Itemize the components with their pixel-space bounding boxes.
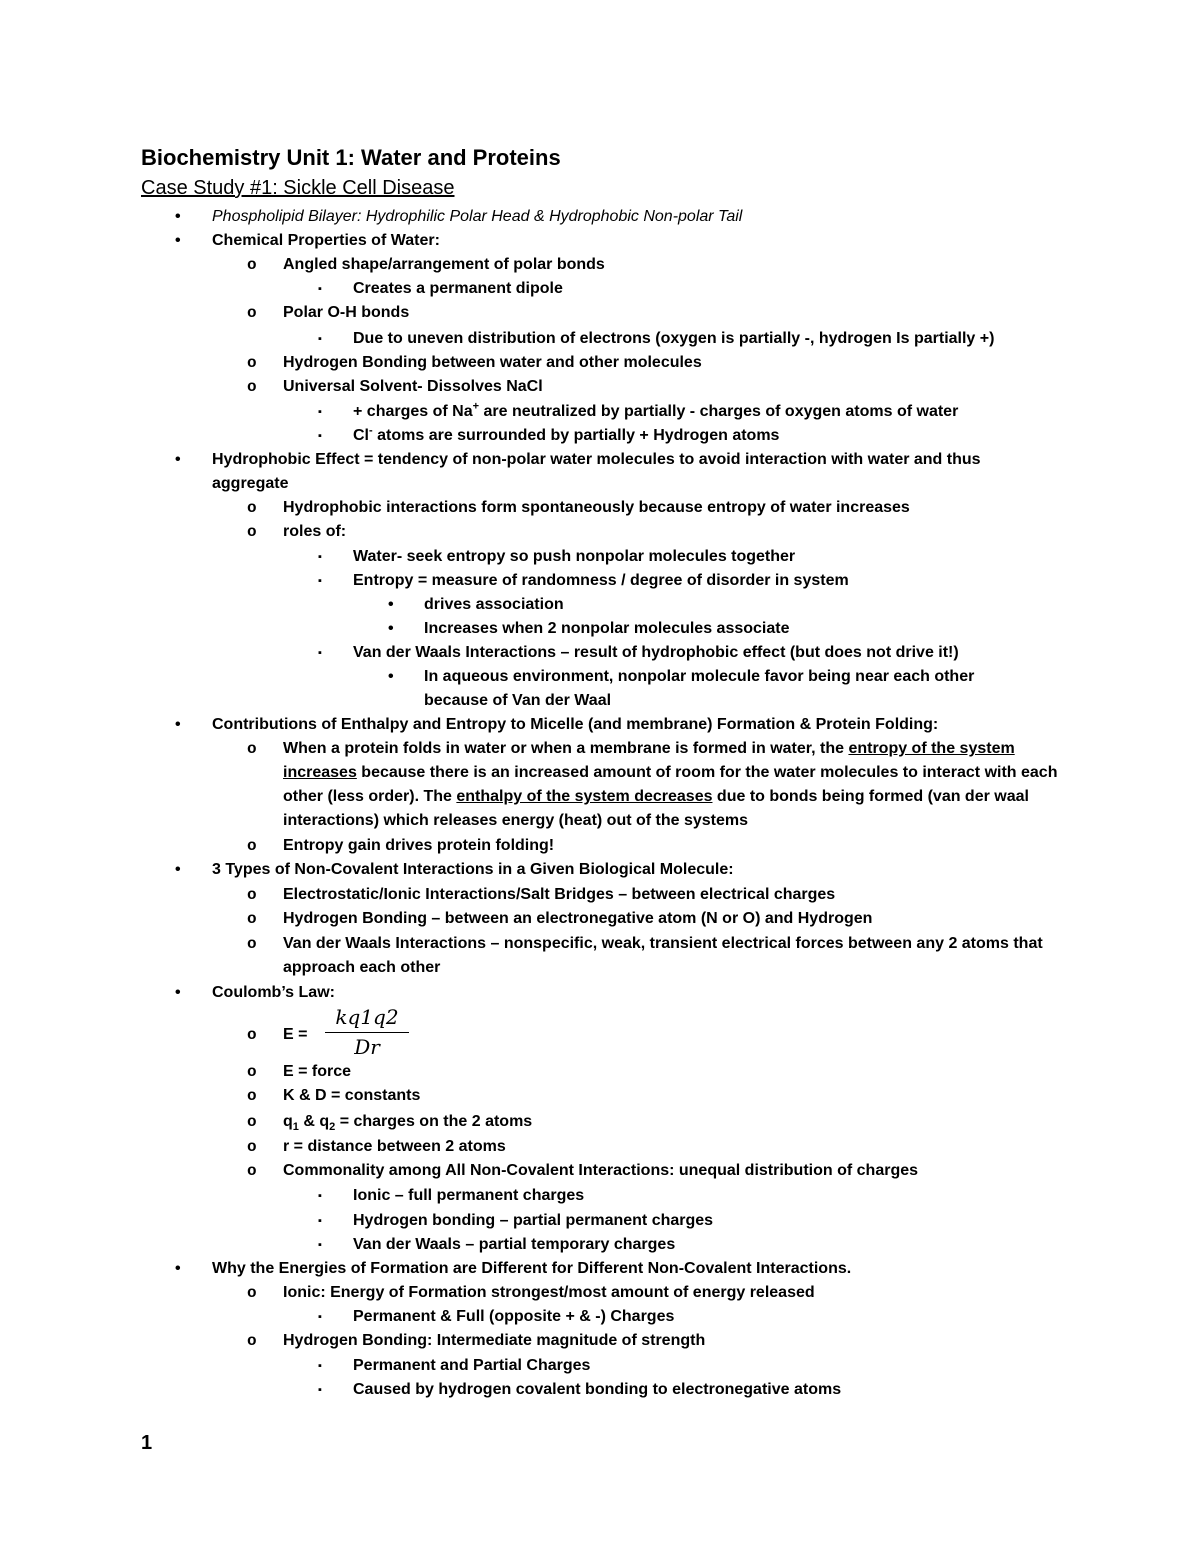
- text-run: Cl: [353, 427, 369, 444]
- list-item: Entropy = measure of randomness / degree of disorder in system: [353, 572, 849, 589]
- underlined-text: enthalpy of the system decreases: [456, 788, 713, 805]
- bullet-level3: ▪: [318, 406, 322, 418]
- text-run: due to bonds being formed (van der waal interactions) which releases energy (heat) out of the systems: [283, 788, 1029, 829]
- list-item: K & D = constants: [283, 1087, 421, 1104]
- list-item: Water- seek entropy so push nonpolar molecules together: [353, 548, 796, 565]
- fraction-bar: [325, 1032, 409, 1033]
- fraction-denominator: Dr: [354, 1035, 380, 1059]
- bullet-level1: •: [175, 861, 181, 878]
- list-item: Van der Waals Interactions – nonspecific, weak, transient electrical forces between any 2 atoms that approach each other: [283, 935, 1043, 976]
- bullet-level4: •: [388, 668, 394, 685]
- list-item: Phospholipid Bilayer: Hydrophilic Polar Head & Hydrophobic Non-polar Tail: [212, 208, 743, 225]
- list-item: [283, 1110, 532, 1134]
- text-run: When a protein folds in water or when a membrane is formed in water, the: [283, 740, 849, 757]
- bullet-level4: •: [388, 620, 394, 637]
- bullet-level2: o: [247, 304, 257, 322]
- list-item: r = distance between 2 atoms: [283, 1138, 506, 1155]
- bullet-level2: o: [247, 935, 257, 953]
- bullet-level2: o: [247, 837, 257, 855]
- list-item: Increases when 2 nonpolar molecules associate: [424, 620, 790, 637]
- bullet-level3: ▪: [318, 1384, 322, 1396]
- bullet-level3: ▪: [318, 551, 322, 563]
- bullet-level3: ▪: [318, 1311, 322, 1323]
- bullet-level3: ▪: [318, 1239, 322, 1251]
- bullet-level2: o: [247, 256, 257, 274]
- subscript: 2: [329, 1121, 336, 1134]
- text-run: & q: [298, 1113, 330, 1130]
- list-item: Hydrogen Bonding – between an electronegative atom (N or O) and Hydrogen: [283, 910, 873, 927]
- list-item: Permanent and Partial Charges: [353, 1357, 591, 1374]
- list-item: Van der Waals Interactions – result of hydrophobic effect (but does not drive it!): [353, 644, 959, 661]
- text-run: atoms are surrounded by partially + Hydrogen atoms: [372, 427, 780, 444]
- list-item: Contributions of Enthalpy and Entropy to Micelle (and membrane) Formation & Protein Folding:: [212, 716, 939, 733]
- list-item: Ionic: Energy of Formation strongest/most amount of energy released: [283, 1284, 815, 1301]
- list-item: Ionic – full permanent charges: [353, 1187, 585, 1204]
- bullet-level2: o: [247, 886, 257, 904]
- bullet-level1: •: [175, 1260, 181, 1277]
- bullet-level2: o: [247, 378, 257, 396]
- bullet-level2: o: [247, 1087, 257, 1105]
- text-run: q: [283, 1113, 293, 1130]
- text-run: = charges on the 2 atoms: [335, 1113, 533, 1130]
- bullet-level3: ▪: [318, 430, 322, 442]
- list-item: Hydrogen bonding – partial permanent charges: [353, 1212, 714, 1229]
- subscript: 1: [292, 1121, 299, 1134]
- list-item: Electrostatic/Ionic Interactions/Salt Bridges – between electrical charges: [283, 886, 836, 903]
- list-item: Hydrogen Bonding between water and other molecules: [283, 354, 702, 371]
- bullet-level2: o: [247, 1284, 257, 1302]
- bullet-level1: •: [175, 716, 181, 733]
- bullet-level3: ▪: [318, 333, 322, 345]
- list-item: [353, 424, 779, 448]
- bullet-level2: o: [247, 1162, 257, 1180]
- text-run: + charges of Na: [353, 403, 473, 420]
- bullet-level2: o: [247, 523, 257, 541]
- bullet-level2: o: [247, 910, 257, 928]
- bullet-level2: o: [247, 1332, 257, 1350]
- bullet-level2: o: [247, 1026, 257, 1044]
- list-item: Creates a permanent dipole: [353, 280, 563, 297]
- coulomb-fraction: [325, 1003, 409, 1060]
- bullet-level3: ▪: [318, 1215, 322, 1227]
- list-item: Why the Energies of Formation are Different for Different Non-Covalent Interactions.: [212, 1260, 852, 1277]
- list-item: In aqueous environment, nonpolar molecule favor being near each other because of Van der Waal: [424, 668, 975, 709]
- bullet-level1: •: [175, 451, 181, 468]
- list-item: Polar O-H bonds: [283, 304, 410, 321]
- bullet-level3: ▪: [318, 1190, 322, 1202]
- list-item: Angled shape/arrangement of polar bonds: [283, 256, 605, 273]
- equation-label: E =: [283, 1026, 308, 1043]
- bullet-level4: •: [388, 596, 394, 613]
- list-item: Hydrophobic Effect = tendency of non-polar water molecules to avoid interaction with water and thus aggregate: [212, 451, 981, 492]
- list-item: [353, 400, 958, 424]
- list-item: E = force: [283, 1063, 352, 1080]
- case-study-heading: Case Study #1: Sickle Cell Disease: [141, 177, 455, 199]
- bullet-level2: o: [247, 354, 257, 372]
- list-item: roles of:: [283, 523, 347, 540]
- text-run: are neutralized by partially - charges of oxygen atoms of water: [479, 403, 959, 420]
- bullet-level1: •: [175, 208, 181, 225]
- superscript: -: [369, 424, 373, 437]
- bullet-level3: ▪: [318, 283, 322, 295]
- bullet-level2: o: [247, 740, 257, 758]
- page-number: 1: [141, 1432, 153, 1454]
- bullet-level2: o: [247, 1113, 257, 1131]
- bullet-level2: o: [247, 1138, 257, 1156]
- list-item: drives association: [424, 596, 564, 613]
- list-item: Due to uneven distribution of electrons (oxygen is partially -, hydrogen Is partially +): [353, 330, 995, 347]
- text-run: because there is an increased amount of room for the water molecules to interact with each other (less order). The: [283, 764, 1058, 805]
- list-item: Van der Waals – partial temporary charges: [353, 1236, 676, 1253]
- bullet-level2: o: [247, 1063, 257, 1081]
- list-item: Commonality among All Non-Covalent Interactions: unequal distribution of charges: [283, 1162, 919, 1179]
- bullet-level1: •: [175, 232, 181, 249]
- list-item: Permanent & Full (opposite + & -) Charges: [353, 1308, 675, 1325]
- list-item: Hydrogen Bonding: Intermediate magnitude of strength: [283, 1332, 706, 1349]
- bullet-level2: o: [247, 499, 257, 517]
- document-title: Biochemistry Unit 1: Water and Proteins: [141, 145, 561, 170]
- bullet-level3: ▪: [318, 647, 322, 659]
- list-item: Entropy gain drives protein folding!: [283, 837, 555, 854]
- bullet-level1: •: [175, 984, 181, 1001]
- fraction-numerator: kq1q2: [335, 1005, 399, 1029]
- bullet-level3: ▪: [318, 575, 322, 587]
- list-item: Hydrophobic interactions form spontaneously because entropy of water increases: [283, 499, 910, 516]
- superscript: +: [472, 400, 480, 413]
- list-item: [283, 737, 1063, 833]
- list-item: 3 Types of Non-Covalent Interactions in a Given Biological Molecule:: [212, 861, 734, 878]
- list-item: Universal Solvent- Dissolves NaCl: [283, 378, 543, 395]
- underlined-text: entropy of the system increases: [283, 740, 1015, 781]
- list-item: Chemical Properties of Water:: [212, 232, 440, 249]
- bullet-level3: ▪: [318, 1360, 322, 1372]
- list-item: Caused by hydrogen covalent bonding to electronegative atoms: [353, 1381, 842, 1398]
- list-item: Coulomb’s Law:: [212, 984, 335, 1001]
